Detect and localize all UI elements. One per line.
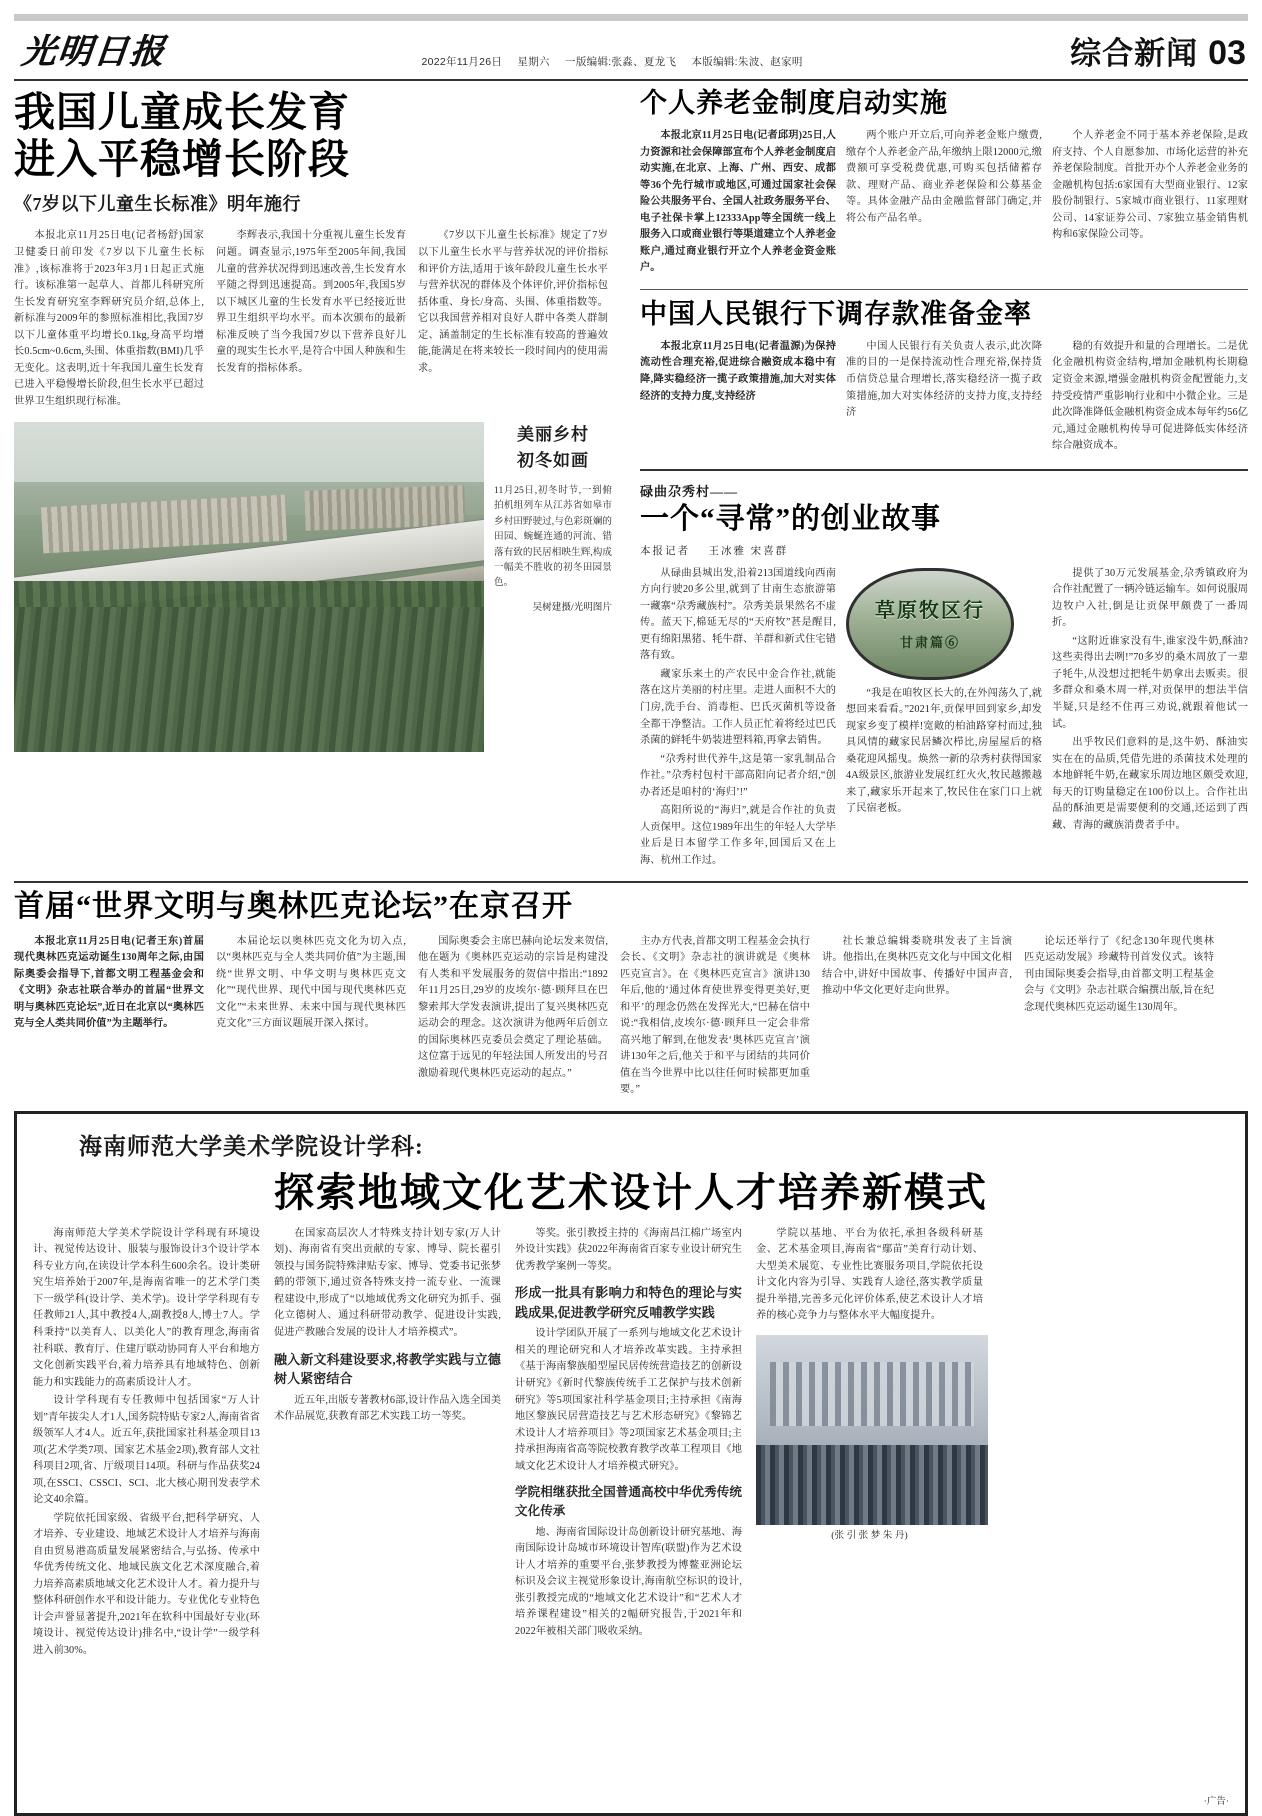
village-story-kicker: 碌曲尕秀村—— <box>640 483 739 499</box>
weekday: 星期六 <box>517 56 550 68</box>
section-rule-1 <box>640 289 1248 290</box>
lead-subheadline: 《7岁以下儿童生长标准》明年施行 <box>14 194 301 215</box>
village-col-1d: 高阳所说的“海归”,就是合作社的负责人贡保甲。这位1989年出生的年轻人大学毕业后是日本留学工作多年,回国后又在上海、杭州工作过。 <box>640 805 836 866</box>
ad-col-2b: 近五年,出版专著教材6部,设计作品入选全国美术作品展览,获教育部艺术实践工坊一等奖。 <box>274 1394 501 1423</box>
masthead-rule <box>14 79 1248 81</box>
lead-col-1: 本报北京11月25日电(记者杨舒)国家卫健委日前印发《7岁以下儿童生长标准》,该标准将于2023年3月1日起正式施行。该标准第一起草人、首都儿科研究所生长发育研究室李辉研究员介绍,总体上,新标准与2009年的参照标准相比,我国7岁以下儿童体重平均增长0.1kg,身高平均增长0.5cm~0.6cm,头围、体重指数(BMI)几乎无变化。这表明,近十年我国儿童生长发育已进入平稳慢增长阶段,但生长水平已超过世界卫生组织现行标准。 <box>14 230 204 407</box>
page-editor: 本版编辑:朱波、赵家明 <box>691 56 803 68</box>
bank-col-3: 稳的有效提升和量的合理增长。二是优化金融机构资金结构,增加金融机构长期稳定资金来源,增强金融机构资金配置能力,支持受疫情严重影响行业和中小微企业。三是此次降准降低金融机构资金成本每年约56亿元,通过金融机构传导可促进降低实体经济综合融资成本。 <box>1052 340 1248 452</box>
lead-col-3: 《7岁以下儿童生长标准》规定了7岁以下儿童生长水平与营养状况的评价指标和评价方法,适用于该年龄段儿童生长水平与营养状况的群体及个体评价,评价指标包括体重、身长/身高、头围、体重指数等。它以我国营养相对良好人群中各类人群制定、涵盖制定的生长标准有较高的普遍效能,能满足在将来较长一段时间内的使用需求。 <box>418 230 608 374</box>
lead-article <box>14 89 612 871</box>
series-badge <box>846 568 1014 680</box>
advertisement-block <box>14 1111 1248 1816</box>
olympic-forum-headline: 首届“世界文明与奥林匹克论坛”在京召开 <box>14 890 573 924</box>
village-col-1a: 从碌曲县城出发,沿着213国道线向西南方向行驶20多公里,就到了甘南生态旅游第一藏寨“尕秀藏族村”。尕秀美景果然名不虚传。蓝天下,棉延无尽的“天府牧”甚是醒目,更有绵阳黑猪、牦牛群、羊群和新式住宅错落有致。 <box>640 567 836 662</box>
ad-col-3b: 设计学团队开展了一系列与地域文化艺术设计相关的理论研究和人才培养改革实践。主持承担《基于海南黎族船型屋民居传统营造技艺的创新设计研究》《新时代黎族传统手工艺保护与技术创新研究》等5项国家社科学基金项目;主持承担《南海地区黎族民居营造技艺与艺术形态研究》《黎锦艺术设计人才培养项目》等2项国家艺术基金项目;主持承担海南省高等院校教育教学改革工程项目《地域文化艺术设计人才培养模式研究》。 <box>515 1328 742 1472</box>
page-number: 03 <box>1208 34 1246 72</box>
lead-headline-line2: 进入平稳增长阶段 <box>14 135 350 182</box>
of-col-5: 社长兼总编辑娄晓琪发表了主旨演讲。他指出,在奥林匹克文化与中国文化相结合中,讲好中国故事、传播好中国声音,推动中华文化更好走向世界。 <box>822 935 1012 997</box>
of-col-1: 本报北京11月25日电(记者王东)首届现代奥林匹克运动诞生130周年之际,由国际奥委会指导下,首都文明工程基金会和《文明》杂志社联合举办的首届“世界文明与奥林匹克论坛”,近日在北京以“奥林匹克与全人类共同价值”为主题举行。 <box>14 935 204 1030</box>
of-col-2: 本届论坛以奥林匹克文化为切入点,以“奥林匹克与全人类共同价值”为主题,围绕“世界文明、中华文明与奥林匹克文化”“现代世界、现代中国与现代奥林匹克文化”“未来世界、未来中国与现代奥林匹克文化”三方面议题展开深入探讨。 <box>216 935 406 1030</box>
ad-group-photo <box>756 1335 988 1525</box>
right-column-zone <box>640 89 1248 871</box>
ad-label: ·广告· <box>1203 1796 1229 1807</box>
front-page-editor: 一版编辑:张淼、夏龙飞 <box>565 56 677 68</box>
photo-caption-block <box>494 422 612 752</box>
masthead-meta <box>421 54 814 73</box>
upper-zone <box>14 89 1248 871</box>
village-story-article <box>640 481 1248 872</box>
series-badge-title: 草原牧区行 <box>875 600 985 623</box>
bank-headline: 中国人民银行下调存款准备金率 <box>640 298 1032 329</box>
village-col-2a: “我是在咱牧区长大的,在外闯荡久了,就想回来看看。”2021年,贡保甲回到家乡,却发现家乡变了模样!宽敞的柏油路穿村而过,独具风情的藏家民居鳞次栉比,房屋屋后的格桑花迎风摇曳。焕然一新的尕秀村获得国家4A级景区,旅游业发展红红火火,牧民越搬越来了,藏家乐开起来了,牧民住在家门口上就了民宿老板。 <box>846 687 1042 815</box>
village-story-columns <box>640 566 1248 871</box>
pension-body-columns <box>640 128 1248 279</box>
ad-col-2a: 在国家高层次人才特殊支持计划专家(万人计划)、海南省有突出贡献的专家、博导、院长翟引领投与国务院特殊津贴专家、博导、党委书记张梦鹤的带领下,通过资各特殊支持一流专业、一流课程建设中,形成了“以地域优秀文化研究为抓手、强化立德树人、通过科研带动教学、促进设计实践,促进产教融合发展的设计人才培养模式”。 <box>274 1227 501 1338</box>
photo-credit: 吴树建摄/光明图片 <box>532 601 612 613</box>
village-col-1b: 藏家乐来土的产农民中金合作社,就能落在这片美丽的村庄里。走进人面积不大的门房,洗手台、消毒柜、巴氏灭菌机等设备全都干净整洁。工作人员正忙着将经过巴氏杀菌的鲜牦牛奶装进塑料箱,再拿去销售。 <box>640 668 836 747</box>
olympic-forum-article <box>14 891 1248 1101</box>
village-col-3a: 提供了30万元发展基金,尕秀镇政府为合作社配置了一辆冷链运输车。如何说服周边牧户入社,倒是让贡保甲颇费了一番周折。 <box>1052 567 1248 629</box>
photo-caption-title-2: 初冬如画 <box>517 450 589 470</box>
ad-col-3a: 等奖。张引教授主持的《海南昌江棉广场室内外设计实践》获2022年海南省百家专业设计研究生优秀教学案例一等奖。 <box>515 1227 742 1272</box>
ad-kicker: 海南师范大学美术学院设计学科: <box>79 1133 424 1159</box>
ad-subhead-1: 融入新文科建设要求,将教学实践与立德树人紧密结合 <box>274 1351 501 1386</box>
ad-photo-caption: (张 引 张 梦 朱 丹) <box>831 1530 908 1541</box>
village-col-3c: 出乎牧民们意料的是,这牛奶、酥油实实在在的品质,凭借先进的杀菌技术处理的本地鲜牦牛奶,在藏家乐周边地区颇受欢迎,每天的订购量稳定在100份以上。合作社出品的酥油更是需要便利的交通,还运到了西藏、青海的藏族消费者手中。 <box>1052 737 1248 831</box>
ad-title: 探索地域文化艺术设计人才培养新模式 <box>274 1169 988 1215</box>
bank-body-columns <box>640 339 1248 457</box>
pension-col-3: 个人养老金不同于基本养老保险,是政府支持、个人自愿参加、市场化运营的补充养老保险制度。首批开办个人养老金业务的金融机构包括:6家国有大型商业银行、12家股份制银行、5家城市商业银行、11家理财公司、14家证券公司、7家独立基金销售机构和6家保险公司等。 <box>1052 130 1248 241</box>
section-rule-3 <box>14 881 1248 883</box>
pension-col-2: 两个账户开立后,可向养老金账户缴费,缴存个人养老金产品,年缴纳上限12000元,缴费额可享受税费优惠,可购买包括储蓄存款、理财产品、商业养老保险和公募基金等。具体金融产品由金融监督部门确定,并将公布产品名单。 <box>846 130 1042 224</box>
ad-col-4a: 学院以基地、平台为依托,承担各级科研基金、艺术基金项目,海南省“鄢苗”美育行动计划、大型美术展览、专业性比赛服务项目,学院依托设计文化内容为引导、实践育人途径,落实教学质量提升举措,完善多元化评价体系,使艺术设计人才培养的核心竞争力与整体水平大幅度提升。 <box>756 1227 983 1322</box>
lead-body-columns <box>14 228 612 412</box>
village-story-headline: 一个“寻常”的创业故事 <box>640 502 942 535</box>
ad-col-1b: 设计学科现有专任教师中包括国家“万人计划”青年拔尖人才1人,国务院特贴专家2人,海南省省级领军人才4人。近五年,获批国家社科基金项目13项(艺术学类7项、国家艺术基金2项),教育部人文社科项目2项,省、厅级项目14项。科研与作品获奖24项,在SSCI、CSSCI、SCI、北大核心期刊发表学术论文40余篇。 <box>33 1395 260 1506</box>
village-col-3b: “这附近谁家没有牛,谁家没牛奶,酥油?这些卖得出去咧!”70多岁的桑木周放了一辈子牦牛,从没想过把牦牛奶拿出去贩卖。很多群众和桑木周一样,对贡保甲的想法半信半疑,只是经不住再三劝说,就跟着他试一试。 <box>1052 635 1248 730</box>
of-col-3: 国际奥委会主席巴赫向论坛发来贺信,他在题为《奥林匹克运动的宗旨是构建没有人类和平发展服务的贺信中指出:“1892年11月25日,29岁的皮埃尔·德·顾拜旦在巴黎索邦大学发表演讲,提出了复兴奥林匹克运动会的理念。这次演讲为他两年后创立的国际奥林匹克委员会奠定了理论基础。这位富于远见的年轻法国人所发出的号召激励着现代奥林匹克运动的起点。” <box>418 935 608 1079</box>
olympic-forum-columns <box>14 934 1248 1101</box>
ad-col-1c: 学院依托国家级、省级平台,把科学研究、人才培养、专业建设、地域艺术设计人才培养与海南自由贸易港高质量发展紧密结合,与弘扬、传承中华优秀传统文化、地域民族文化艺术深度融合,着力培养高素质地域文化艺术设计人才。着力提升与整体科研创作水平和设计能力。专业优化专业特色计会声誉显著提升,2021年在软科中国最好专业(环境设计、视觉传达设计)排名中,“设计学”一级学科进入前30%。 <box>33 1512 260 1656</box>
village-story-byline <box>640 543 1248 558</box>
newspaper-page <box>0 14 1262 1806</box>
series-badge-subtitle: 甘肃篇⑥ <box>899 634 960 650</box>
ad-subhead-3: 学院相继获批全国普通高校中华优秀传统文化传承 <box>515 1485 742 1518</box>
lead-col-2: 李辉表示,我国十分重视儿童生长发育问题。调查显示,1975年至2005年间,我国儿童的营养状况得到迅速改善,生长发育水平随之得到迅速提高。到2005年,我国5岁以下城区儿童的生长发育水平已经接近世界卫生组织平均水平。而本次颁布的最新标准反映了当今我国7岁以下营养良好儿童的现实生长水平,是符合中国人种族和生长发育的指标体系。 <box>216 230 406 374</box>
newspaper-logo: 光明日报 <box>19 34 168 71</box>
ad-col-3c: 地、海南省国际设计岛创新设计研究基地、海南国际设计岛城市环境设计智库(联盟)作为艺术设计人才培养的重要平台,张梦教授为博鳌亚洲论坛标识及会议主视觉形象设计,海南航空标识的设计,张引教授完成的“地域文化艺术设计”和“艺术人才培养课程建设”相关的2幅研究报告,于2021年和2022年被相关部门吸收采纳。 <box>515 1526 742 1637</box>
bank-col-1: 本报北京11月25日电(记者温源)为保持流动性合理充裕,促进综合融资成本稳中有降,降实稳经济一揽子政策措施,加大对实体经济的支持力度,支持经济 <box>640 340 836 402</box>
bank-col-2: 中国人民银行有关负责人表示,此次降准的目的一是保持流动性合理充裕,保持货币信贷总量合理增长,落实稳经济一揽子政策措施,加大对实体经济的支持力度,支持经济 <box>846 340 1042 419</box>
lead-headline-line1: 我国儿童成长发育 <box>14 89 350 135</box>
section-title: 综合新闻 <box>1070 36 1199 71</box>
ad-subhead-2: 形成一批具有影响力和特色的理论与实践成果,促进教学研究反哺教学实践 <box>515 1285 742 1320</box>
publish-date: 2022年11月26日 <box>421 56 503 68</box>
section-rule-2 <box>640 469 1248 471</box>
pension-col-1: 本报北京11月25日电(记者邱玥)25日,人力资源和社会保障部宣布个人养老金制度启动实施,在北京、上海、广州、西安、成都等36个先行城市或地区,可通过国家社会保险公共服务平台、全国人社政务服务平台、电子社保卡掌上12333App等全国统一线上服务入口或商业银行等渠道建立个人养老金账户,通过商业银行开立个人养老金资金账户。 <box>640 130 836 274</box>
lead-photo-block <box>14 422 612 752</box>
masthead <box>14 21 1248 79</box>
photo-caption-title-1: 美丽乡村 <box>517 425 589 445</box>
village-col-1c: “尕秀村世代养牛,这是第一家乳制品合作社。”尕秀村包村干部高阳向记者介绍,“创办者还是咱村的‘海归’!” <box>640 753 836 798</box>
of-col-6: 论坛还举行了《纪念130年现代奥林匹克运动发展》珍藏特刊首发仪式。该特刊由国际奥委会指导,由首都文明工程基金会与《文明》杂志社联合编撰出版,旨在纪念现代奥林匹克运动诞生130周年。 <box>1024 935 1214 1013</box>
pension-article <box>640 89 1248 279</box>
bank-article <box>640 300 1248 457</box>
byline-label: 本报记者 <box>640 545 690 557</box>
byline-names: 王冰雅 宋喜群 <box>708 545 789 557</box>
photo-caption-text: 11月25日,初冬时节,一到俯拍机组列车从江苏省如皋市乡村田野驶过,与色彩斑斓的田园、蜿蜒连通的河流、错落有致的民居相映生辉,构成一幅美不胜收的初冬田园景色。 <box>494 485 612 589</box>
ad-columns <box>33 1226 1229 1661</box>
masthead-section <box>1070 28 1246 73</box>
of-col-4: 主办方代表,首都文明工程基金会执行会长、《文明》杂志社的演讲就是《奥林匹克宣言》。在《奥林匹克宣言》演讲130年后,他的‘通过体育使世界变得更美好,更和平’的理念仍然在发挥光大,“巴赫在信中说:“我相信,皮埃尔·德·顾拜旦一定会非常高兴地了解到,在他发表‘奥林匹克宣言’演讲130年之后,他关于和平与团结的共同价值在当今世界中比以往任何时候都更加重要。” <box>620 935 810 1096</box>
ad-col-1a: 海南师范大学美术学院设计学科现有环境设计、视觉传达设计、服装与服饰设计3个设计学本科专业方向,在读设计学本科生600余名。设计类研究生培养始于2007年,是海南省唯一的艺术学门类下一级学科(设计学、美术学)。设计学学科现有专任教师21人,其中教授4人,副教授8人,博士7人。学科秉持“以美育人、以美化人”的教育理念,海南省社科联、教育厅、住建厅联动协同育人平台和地方文化创新实践平台,着力培养具有地域特色、创新能力和实践能力的高素质设计人才。 <box>33 1227 260 1388</box>
pension-headline: 个人养老金制度启动实施 <box>640 88 948 118</box>
top-rule <box>14 14 1248 21</box>
village-aerial-photo <box>14 422 484 752</box>
